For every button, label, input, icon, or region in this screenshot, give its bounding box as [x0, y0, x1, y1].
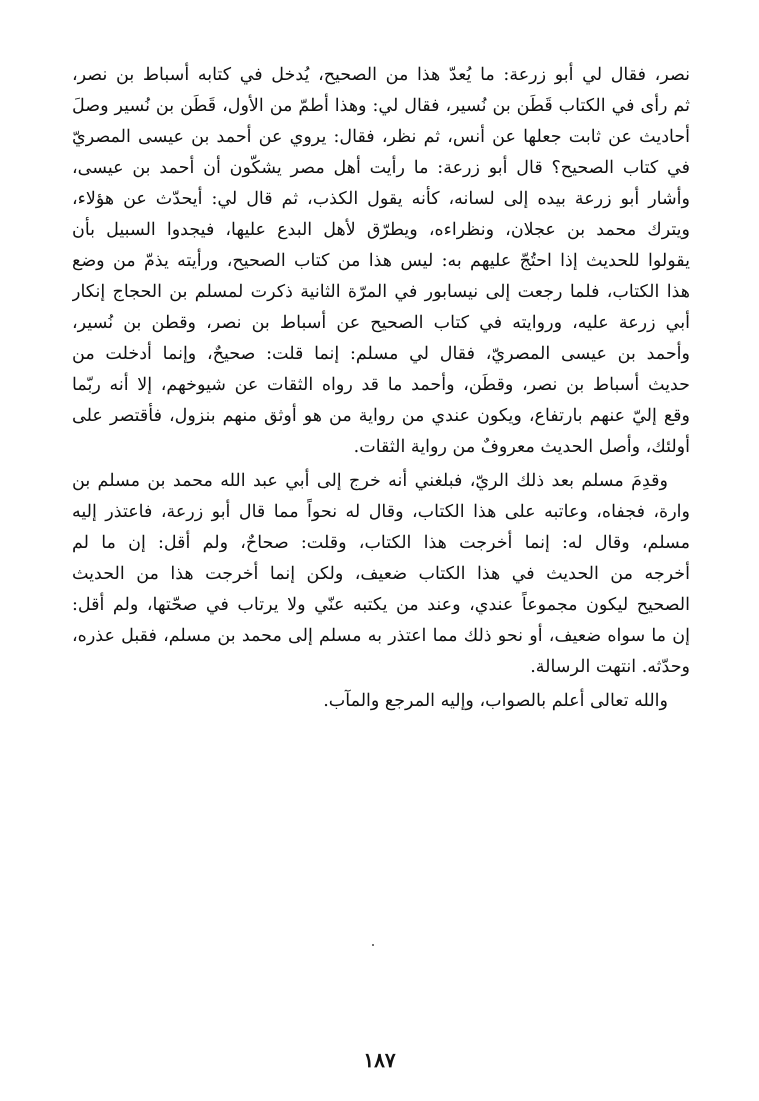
page-number: ١٨٧ [363, 1048, 396, 1072]
text-line: أخرجه من الحديث في هذا الكتاب ضعيف، ولكن إنما أخرجت هذا من الحديث [72, 564, 690, 584]
text-line: نصر، فقال لي أبو زرعة: ما يُعدّ هذا من الصحيح، يُدخل في كتابه أسباط بن نصر، [72, 65, 690, 85]
text-line: وقدِمَ مسلم بعد ذلك الريّ، فبلغني أنه خرج إلى أبي عبد الله محمد بن مسلم بن [72, 471, 668, 491]
text-line: إن ما سواه ضعيف، أو نحو ذلك مما اعتذر به مسلم إلى محمد بن مسلم، فقبل عذره، [72, 626, 690, 646]
main-text-block [72, 60, 690, 717]
text-line: وأشار أبو زرعة بيده إلى لسانه، كأنه يقول الكذب، ثم قال لي: أيحدّث عن هؤلاء، [72, 189, 690, 209]
text-line: الصحيح ليكون مجموعاً عندي، وعند من يكتبه عنّي ولا يرتاب في صحّتها، ولم أقل: [72, 595, 690, 615]
text-line: وحدّثه. انتهت الرسالة. [530, 657, 690, 677]
text-line: وأحمد بن عيسى المصريّ، فقال لي مسلم: إنما قلت: صحيحٌ، وإنما أدخلت من [72, 344, 690, 364]
text-line: أحاديث عن ثابت جعلها عن أنس، ثم نظر، فقال: يروي عن أحمد بن عيسى المصريّ [72, 127, 690, 147]
paragraph-2 [72, 466, 690, 683]
text-line: مسلم، وقال له: إنما أخرجت هذا الكتاب، وقلت: صحاحٌ، ولم أقل: إن ما لم [72, 533, 690, 553]
text-line: وارة، فجفاه، وعاتبه على هذا الكتاب، وقال له نحواً مما قال أبو زرعة، فاعتذر إليه [72, 502, 690, 522]
text-line: هذا الكتاب، فلما رجعت إلى نيسابور في المرّة الثانية ذكرت لمسلم بن الحجاج إنكار [72, 282, 690, 302]
text-line: ثم رأى في الكتاب قَطَن بن نُسير، فقال لي: وهذا أطمّ من الأول، قَطَن بن نُسير وصلَ [72, 96, 690, 116]
scan-speck [372, 944, 374, 946]
text-line: ويترك محمد بن عجلان، ونظراءه، ويطرّق لأهل البدع عليها، فيجدوا السبيل بأن [72, 220, 690, 240]
closing-line: والله تعالى أعلم بالصواب، وإليه المرجع والمآب. [323, 691, 668, 711]
text-line: أبي زرعة عليه، وروايته في كتاب الصحيح عن أسباط بن نصر، وقطن بن نُسير، [72, 313, 690, 333]
text-line: في كتاب الصحيح؟ قال أبو زرعة: ما رأيت أهل مصر يشكّون أن أحمد بن عيسى، [72, 158, 690, 178]
text-line: وقع إليّ عنهم بارتفاع، ويكون عندي من رواية من هو أوثق منهم بنزول، فأقتصر على [72, 406, 690, 426]
paragraph-1 [72, 60, 690, 463]
text-line: حديث أسباط بن نصر، وقطَن، وأحمد ما قد رواه الثقات عن شيوخهم، إلا أنه ربّما [72, 375, 690, 395]
text-line: أولئك، وأصل الحديث معروفٌ من رواية الثقات. [353, 437, 690, 457]
text-line: يقولوا للحديث إذا احتُجّ عليهم به: ليس هذا من كتاب الصحيح، ورأيته يذمّ من وضع [72, 251, 690, 271]
